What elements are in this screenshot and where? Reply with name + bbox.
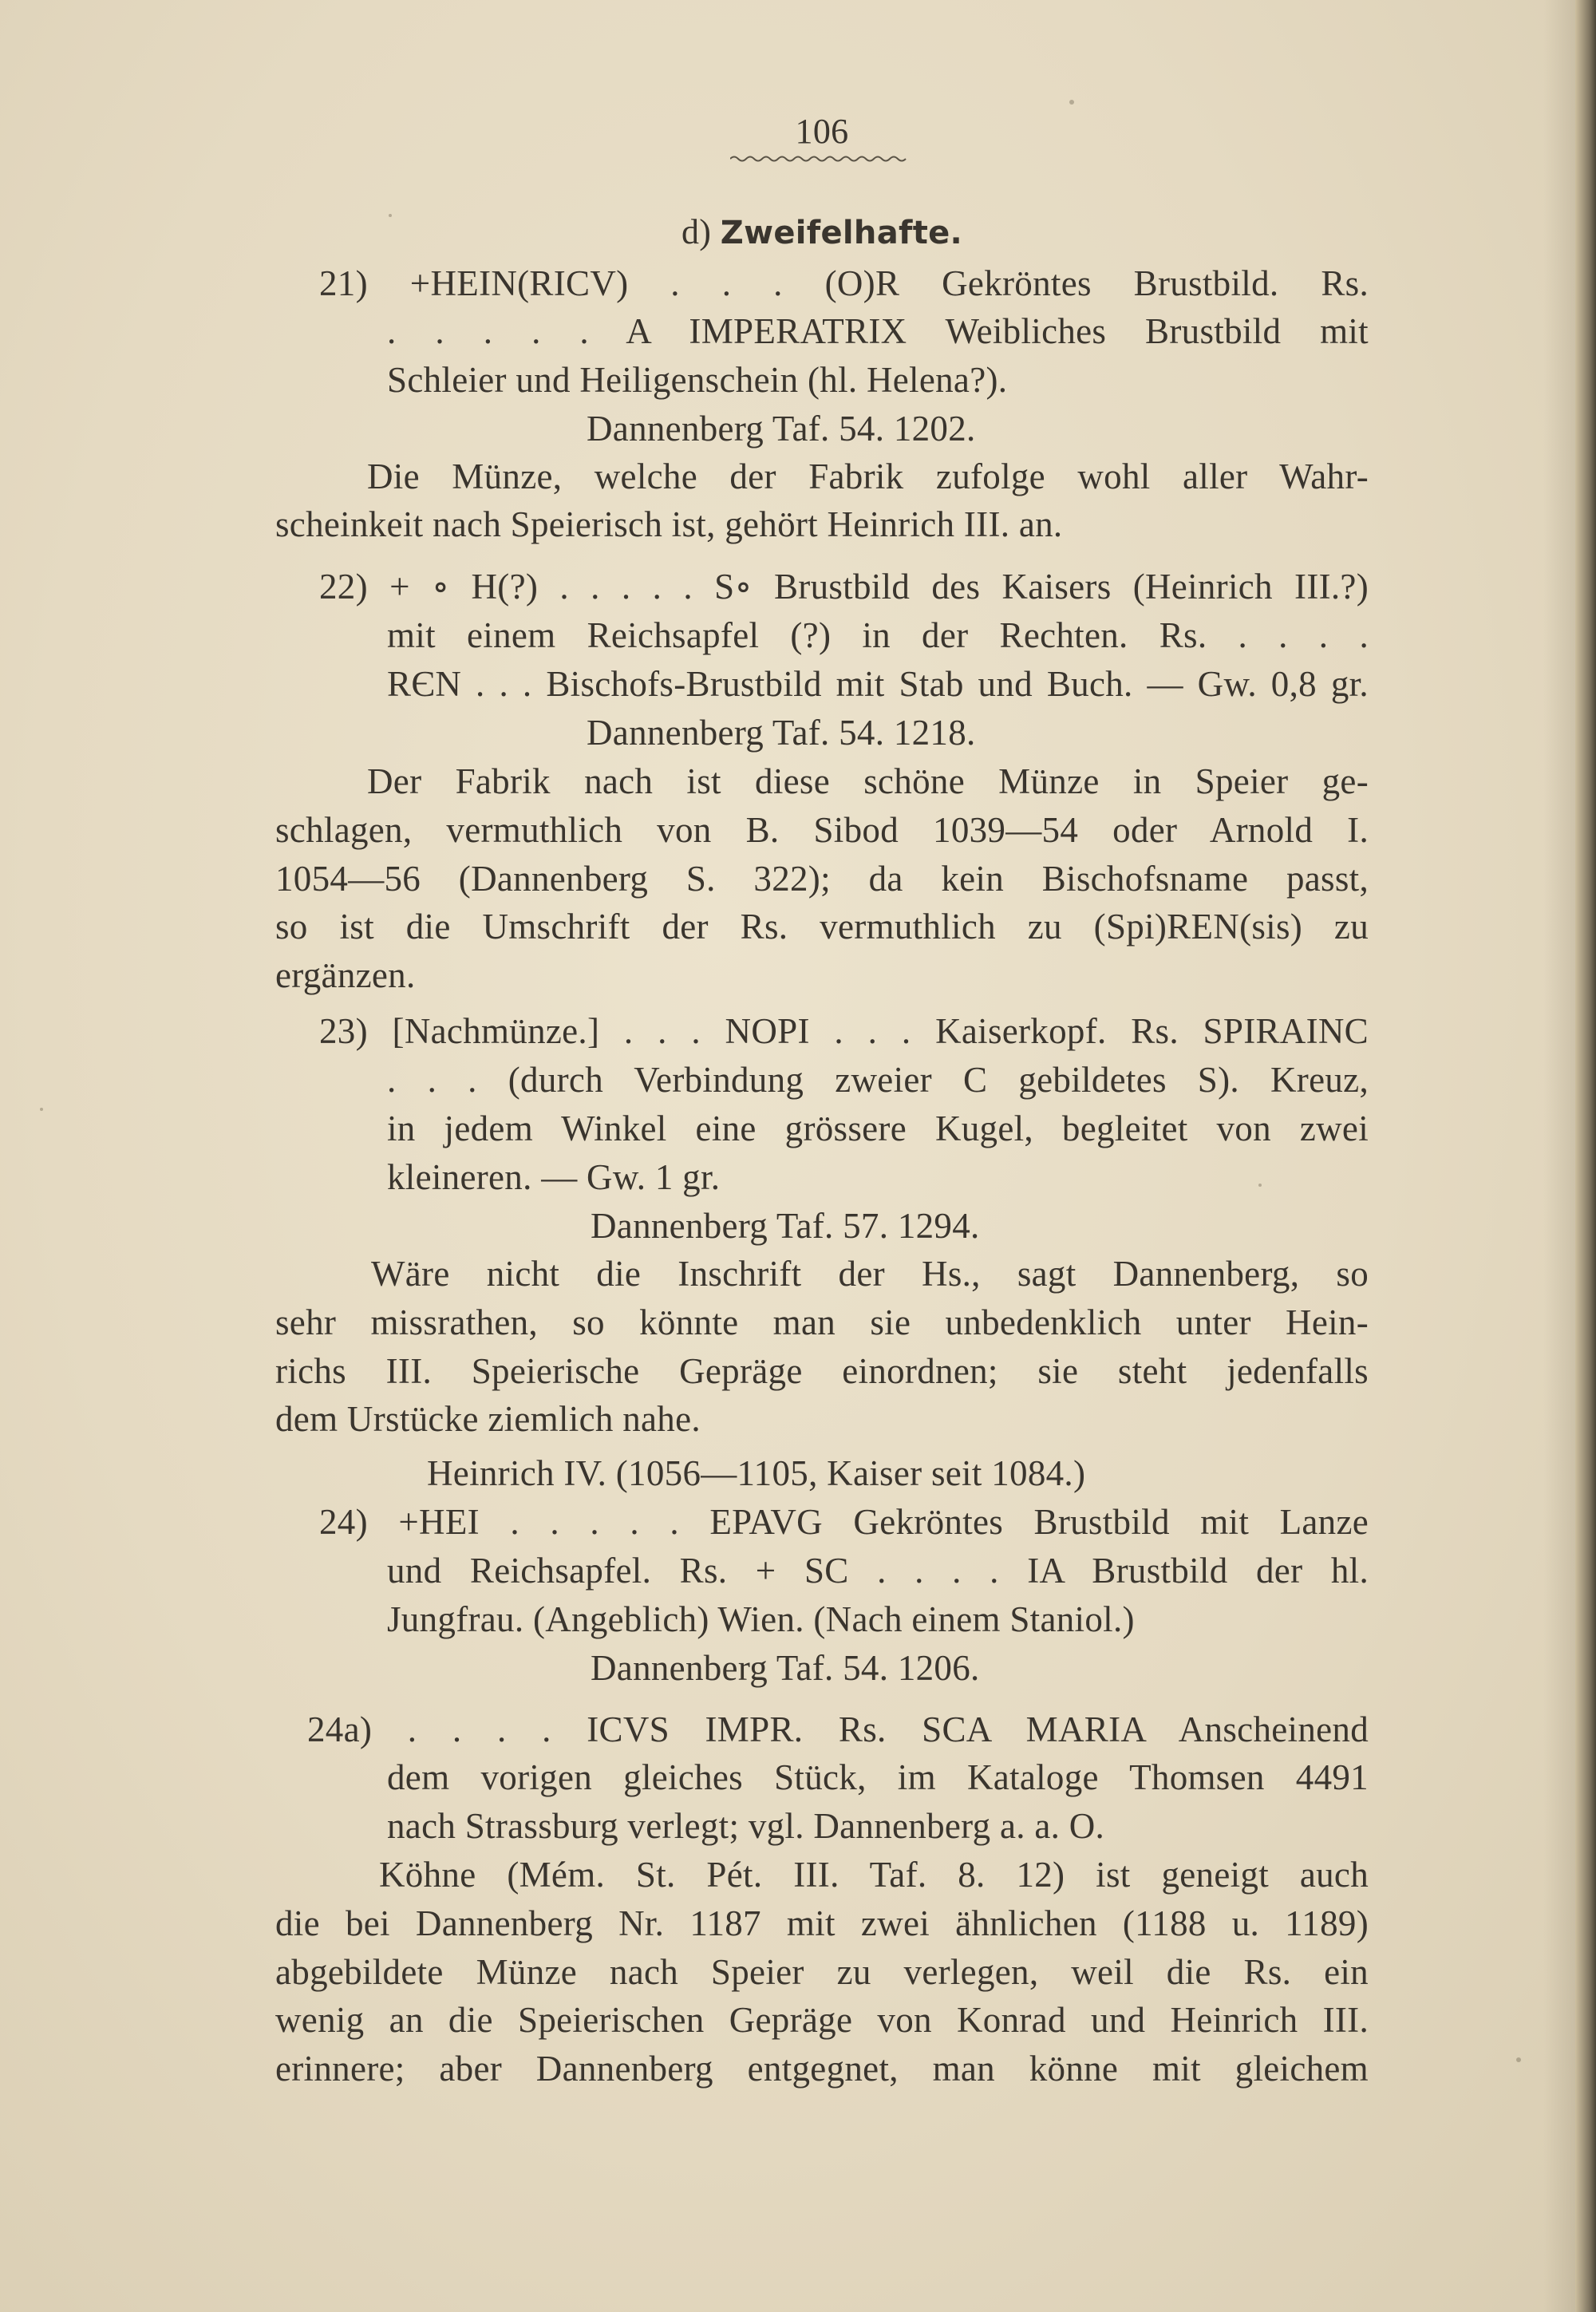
text-line: Die Münze, welche der Fabrik zufolge wohl aller Wahr- xyxy=(367,456,1369,496)
subsection-heading: Heinrich IV. (1056—1105, Kaiser seit 1084.) xyxy=(427,1453,1086,1493)
text-line: 22) + ∘ H(?) . . . . . S∘ Brustbild des Kaisers (Heinrich III.?) xyxy=(319,567,1369,607)
text-line: 24a) . . . . ICVS IMPR. Rs. SCA MARIA Anscheinend xyxy=(307,1709,1369,1749)
text-line: richs III. Speierische Gepräge einordnen; sie steht jedenfalls xyxy=(275,1351,1369,1391)
text-line: mit einem Reichsapfel (?) in der Rechten. Rs. . . . . xyxy=(387,615,1369,655)
text-line: nach Strassburg verlegt; vgl. Dannenberg a. a. O. xyxy=(387,1806,1105,1846)
text-line: die bei Dannenberg Nr. 1187 mit zwei ähnlichen (1188 u. 1189) xyxy=(275,1903,1369,1943)
text-line: so ist die Umschrift der Rs. vermuthlich zu (Spi)REN(sis) zu xyxy=(275,907,1369,947)
text-line: und Reichsapfel. Rs. + SC . . . . IA Brustbild der hl. xyxy=(387,1551,1369,1591)
citation-line: Dannenberg Taf. 57. 1294. xyxy=(591,1206,980,1246)
text-line: ergänzen. xyxy=(275,955,416,995)
page-edge-shadow xyxy=(1543,0,1575,2312)
page-number: 106 xyxy=(795,112,849,151)
page-edge xyxy=(1575,0,1596,2312)
paper-speck xyxy=(1069,100,1074,105)
citation-line: Dannenberg Taf. 54. 1206. xyxy=(591,1648,980,1688)
text-line: in jedem Winkel eine grössere Kugel, begleitet von zwei xyxy=(387,1109,1369,1148)
text-line: 24) +HEI . . . . . EPAVG Gekröntes Brustbild mit Lanze xyxy=(319,1502,1369,1542)
text-line: erinnere; aber Dannenberg entgegnet, man könne mit gleichem xyxy=(275,2049,1369,2089)
text-line: kleineren. — Gw. 1 gr. xyxy=(387,1157,721,1197)
text-line: schlagen, vermuthlich von B. Sibod 1039—54 oder Arnold I. xyxy=(275,810,1369,850)
text-line: Köhne (Mém. St. Pét. III. Taf. 8. 12) ist geneigt auch xyxy=(379,1855,1369,1895)
paper-speck xyxy=(40,1108,43,1111)
text-line: RЄN . . . Bischofs-Brustbild mit Stab und Buch. — Gw. 0,8 gr. xyxy=(387,664,1369,704)
text-line: Schleier und Heiligenschein (hl. Helena?). xyxy=(387,360,1008,400)
text-line: Jungfrau. (Angeblich) Wien. (Nach einem Staniol.) xyxy=(387,1599,1135,1639)
text-line: wenig an die Speierischen Gepräge von Konrad und Heinrich III. xyxy=(275,2000,1369,2040)
paper-speck xyxy=(1258,1184,1262,1187)
paper-speck xyxy=(1516,2057,1521,2062)
text-line: 21) +HEIN(RICV) . . . (O)R Gekröntes Brustbild. Rs. xyxy=(319,263,1369,303)
text-line: sehr missrathen, so könnte man sie unbedenklich unter Hein- xyxy=(275,1302,1369,1342)
page-number-underline xyxy=(730,154,910,164)
text-line: dem Urstücke ziemlich nahe. xyxy=(275,1399,701,1439)
text-line: 1054—56 (Dannenberg S. 322); da kein Bischofsname passt, xyxy=(275,859,1369,899)
text-line: 23) [Nachmünze.] . . . NOPI . . . Kaiserkopf. Rs. SPIRAINC xyxy=(319,1011,1369,1051)
text-line: scheinkeit nach Speierisch ist, gehört Heinrich III. an. xyxy=(275,504,1063,544)
citation-line: Dannenberg Taf. 54. 1202. xyxy=(587,409,976,449)
text-line: dem vorigen gleiches Stück, im Kataloge Thomsen 4491 xyxy=(387,1757,1369,1797)
text-line: Wäre nicht die Inschrift der Hs., sagt Dannenberg, so xyxy=(371,1254,1369,1294)
section-heading-prefix: d) xyxy=(681,212,712,251)
text-line: Der Fabrik nach ist diese schöne Münze in Speier ge- xyxy=(367,761,1369,801)
text-line: abgebildete Münze nach Speier zu verlegen, weil die Rs. ein xyxy=(275,1952,1369,1992)
section-heading-title: Zweifelhafte. xyxy=(720,215,963,251)
citation-line: Dannenberg Taf. 54. 1218. xyxy=(587,713,976,753)
text-line: . . . . . A IMPERATRIX Weibliches Brustbild mit xyxy=(387,311,1369,351)
text-line: . . . (durch Verbindung zweier C gebildetes S). Kreuz, xyxy=(387,1060,1369,1100)
section-heading xyxy=(275,207,1369,258)
